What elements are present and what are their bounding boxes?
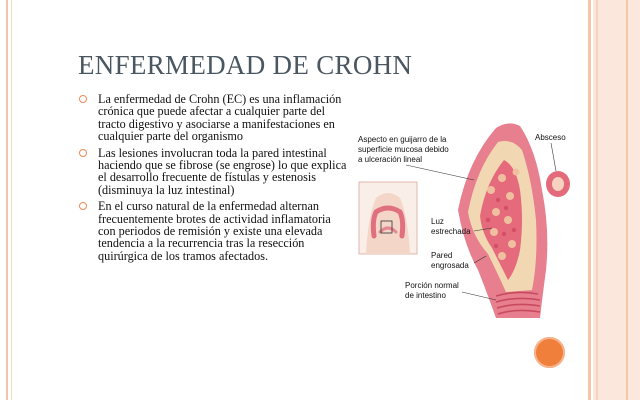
right-border-panel [593, 0, 640, 400]
label-narrow-lumen-line2: estrechada [431, 227, 471, 236]
label-cobblestone-line3: a ulceración lineal [358, 155, 423, 164]
label-abscess: Absceso [535, 133, 566, 142]
intestine-cross-section [458, 123, 570, 318]
body-inset-image [359, 182, 417, 254]
label-cobblestone-line1: Aspecto en guijarro de la [358, 135, 447, 144]
right-border-stripe-thin [596, 0, 598, 400]
bullet-text: En el curso natural de la enfermedad alternan frecuentemente brotes de actividad inflamatoria con periodos de remisión y existe una elevada tendencia a la recurrencia tras la resección quirúrgica de los tramos afectados. [98, 199, 331, 263]
right-border-stripe-outer [626, 0, 628, 400]
label-normal-portion-line1: Porción normal [405, 281, 459, 290]
bullet-circle-icon [79, 149, 87, 157]
bullet-circle-icon [79, 202, 87, 210]
bullet-item [78, 200, 350, 262]
bullet-list [78, 93, 350, 266]
slide-title: ENFERMEDAD DE CROHN [78, 50, 413, 80]
left-border-stripe-thin [11, 0, 12, 400]
right-border-stripe [588, 0, 591, 400]
label-cobblestone-line2: superficie mucosa debido [358, 145, 449, 154]
left-border-stripe [6, 0, 8, 400]
label-narrow-lumen-line1: Luz [431, 217, 444, 226]
bullet-text: Las lesiones involucran toda la pared intestinal haciendo que se fibrose (se engrose) lo que explica el desarrollo frecuente de fístulas y estenosis (disminuya la luz intestinal) [98, 145, 347, 197]
bullet-item [78, 93, 350, 143]
bullet-text: La enfermedad de Crohn (EC) es una inflamación crónica que puede afectar a cualquier parte del tracto digestivo y asociarse a manifestaciones en cualquier parte del organismo [98, 92, 342, 144]
bullet-item [78, 147, 350, 197]
label-thick-wall-line1: Pared [431, 251, 453, 260]
bullet-circle-icon [79, 95, 87, 103]
orange-circle-decoration [534, 337, 565, 368]
crohn-intestine-illustration [346, 120, 581, 320]
label-thick-wall-line2: engrosada [431, 261, 469, 270]
label-normal-portion-line2: de intestino [405, 291, 446, 300]
